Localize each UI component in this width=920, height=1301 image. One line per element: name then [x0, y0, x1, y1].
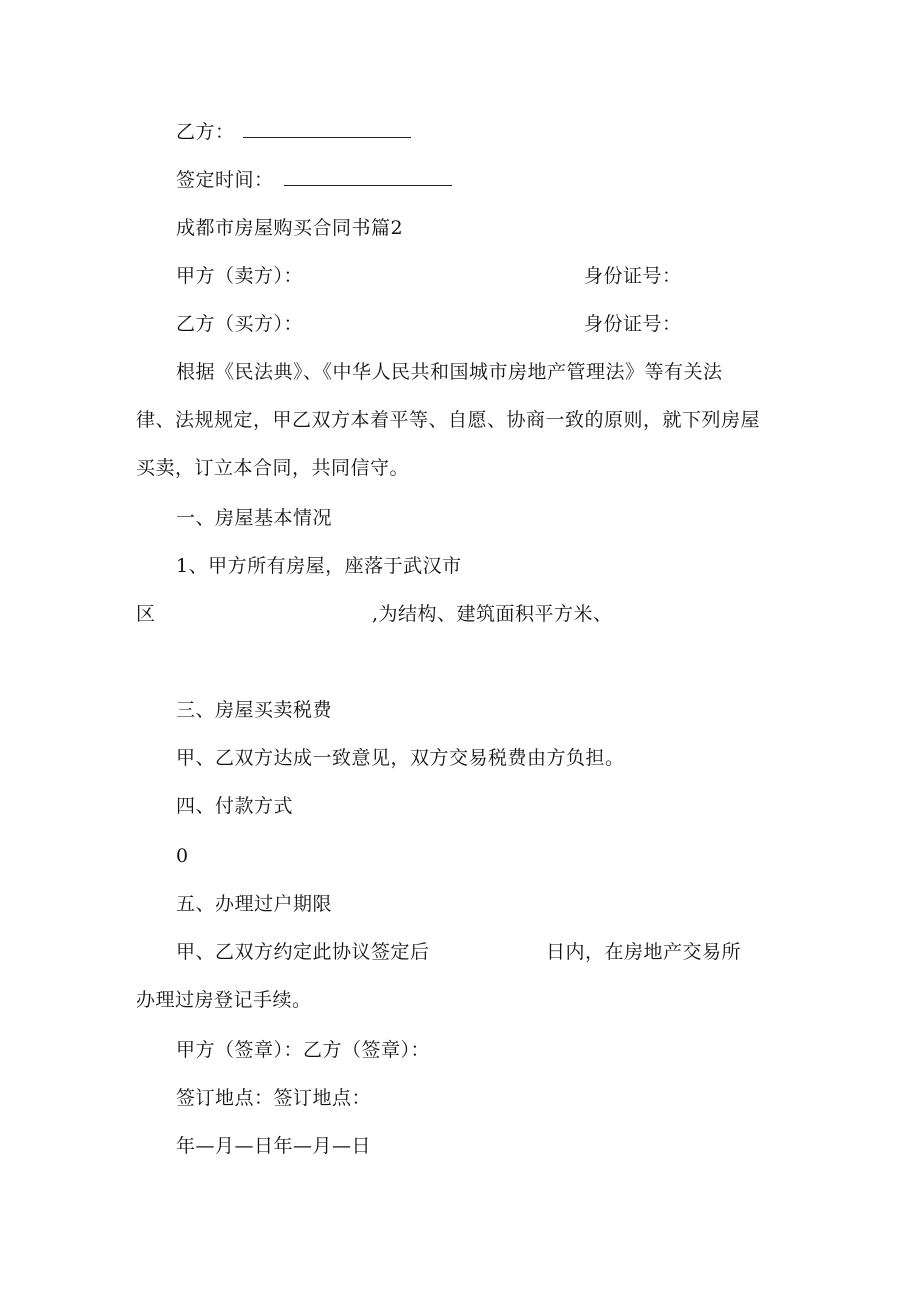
section4-body: 0: [176, 845, 189, 867]
structure-text: ,为结构、建筑面积平方米、: [372, 603, 613, 625]
buyer-id-label: 身份证号：: [584, 313, 682, 335]
section5-body-part1: 甲、乙双方约定此协议签定后: [176, 941, 430, 963]
section4-heading: 四、付款方式: [176, 795, 294, 817]
section3-body: 甲、乙双方达成一致意见，双方交易税费由方负担。: [176, 747, 625, 769]
party-b-blank: [243, 119, 411, 138]
party-b-label: 乙方：: [176, 121, 235, 143]
preamble-line-1: 根据《民法典》、《中华人民共和国城市房地产管理法》等有关法: [176, 361, 723, 383]
party-b-line: [176, 118, 411, 146]
section5-heading: 五、办理过户期限: [176, 893, 333, 915]
section-title: 成都市房屋购买合同书篇2: [176, 217, 404, 239]
sign-time-label: 签定时间：: [176, 169, 274, 191]
sign-date-line: 年—月—日年—月—日: [176, 1135, 372, 1157]
seller-label: 甲方（卖方）：: [176, 265, 304, 287]
section1-item1: 1、甲方所有房屋，座落于武汉市: [176, 555, 462, 577]
preamble-line-3: 买卖，订立本合同，共同信守。: [136, 457, 410, 479]
section5-body-line2: 办理过房登记手续。: [136, 989, 312, 1011]
buyer-label: 乙方（买方）：: [176, 313, 304, 335]
signature-line: 甲方（签章）：乙方（签章）：: [176, 1039, 431, 1061]
sign-time-blank: [284, 167, 452, 186]
preamble-line-2: 律、法规规定，甲乙双方本着平等、自愿、协商一致的原则，就下列房屋: [136, 409, 761, 431]
sign-place-line: 签订地点：签订地点：: [176, 1087, 372, 1109]
seller-id-label: 身份证号：: [584, 265, 682, 287]
district-label: 区: [136, 603, 156, 625]
sign-time-line: [176, 166, 452, 194]
section3-heading: 三、房屋买卖税费: [176, 699, 333, 721]
section5-body-part2: 日内，在房地产交易所: [546, 941, 742, 963]
section1-heading: 一、房屋基本情况: [176, 507, 333, 529]
